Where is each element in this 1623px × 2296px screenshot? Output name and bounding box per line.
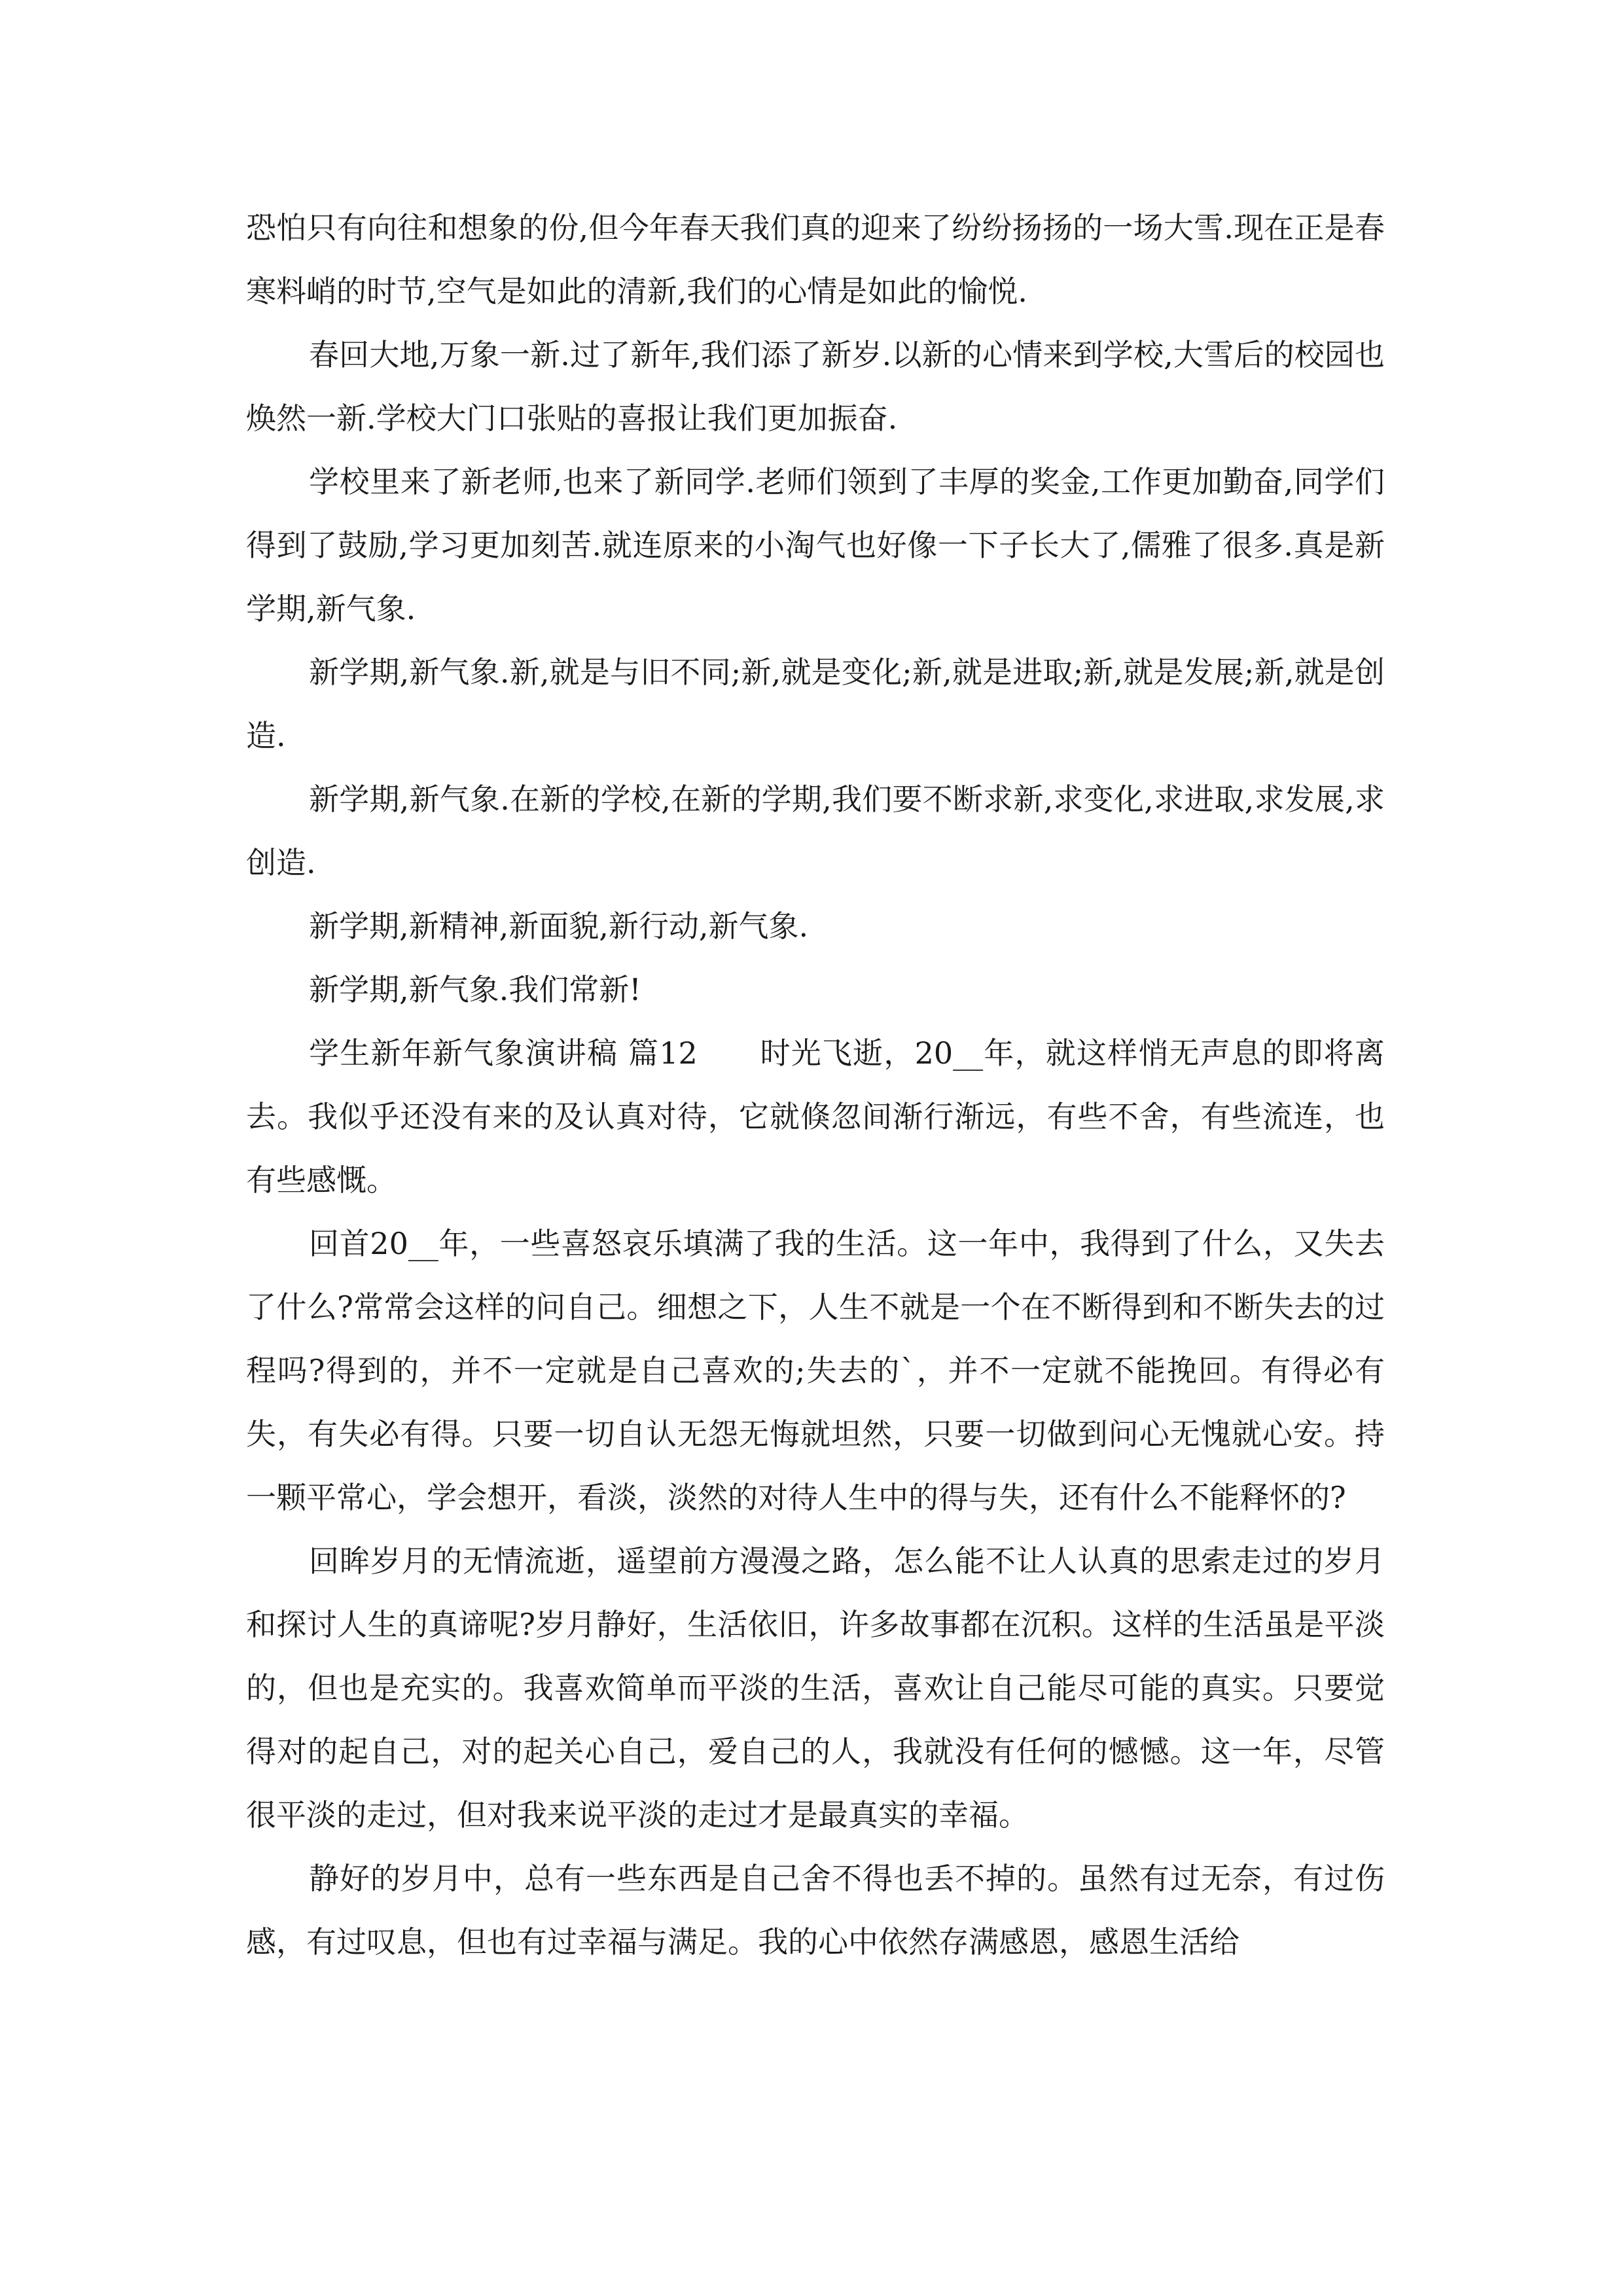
paragraph-10: 回眸岁月的无情流逝，遥望前方漫漫之路，怎么能不让人认真的思索走过的岁月和探讨人生的真谛呢?岁月静好，生活依旧，许多故事都在沉积。这样的生活虽是平淡的，但也是充实的。我喜欢简单而平淡的生活，喜欢让自己能尽可能的真实。只要觉得对的起自己，对的起关心自己，爱自己的人，我就没有任何的憾憾。这一年，尽管很平淡的走过，但对我来说平淡的走过才是最真实的幸福。 xyxy=(246,1543,1385,1833)
paragraph-11: 静好的岁月中，总有一些东西是自己舍不得也丢不掉的。虽然有过无奈，有过伤感，有过叹息，但也有过幸福与满足。我的心中依然存满感恩，感恩生活给 xyxy=(246,1861,1385,1960)
paragraph-8: 学生新年新气象演讲稿 篇12 时光飞逝，20__年，就这样悄无声息的即将离去。我似乎还没有来的及认真对待，它就倏忽间渐行渐远，有些不舍，有些流连，也有些感慨。 xyxy=(246,1035,1385,1198)
document-body xyxy=(246,196,1385,1974)
paragraph-2: 春回大地,万象一新.过了新年,我们添了新岁.以新的心情来到学校,大雪后的校园也焕然一新.学校大门口张贴的喜报让我们更加振奋. xyxy=(246,337,1385,436)
paragraph-1: 恐怕只有向往和想象的份,但今年春天我们真的迎来了纷纷扬扬的一场大雪.现在正是春寒料峭的时节,空气是如此的清新,我们的心情是如此的愉悦. xyxy=(246,210,1385,309)
paragraph-9: 回首20__年，一些喜怒哀乐填满了我的生活。这一年中，我得到了什么，又失去了什么?常常会这样的问自己。细想之下，人生不就是一个在不断得到和不断失去的过程吗?得到的，并不一定就是自己喜欢的;失去的`，并不一定就不能挽回。有得必有失，有失必有得。只要一切自认无怨无悔就坦然，只要一切做到问心无愧就心安。持一颗平常心，学会想开，看淡，淡然的对待人生中的得与失，还有什么不能释怀的? xyxy=(246,1226,1385,1515)
paragraph-7: 新学期,新气象.我们常新! xyxy=(309,972,641,1007)
paragraph-4: 新学期,新气象.新,就是与旧不同;新,就是变化;新,就是进取;新,就是发展;新,就是创造. xyxy=(246,655,1385,753)
paragraph-5: 新学期,新气象.在新的学校,在新的学期,我们要不断求新,求变化,求进取,求发展,求创造. xyxy=(246,781,1385,880)
paragraph-3: 学校里来了新老师,也来了新同学.老师们领到了丰厚的奖金,工作更加勤奋,同学们得到了鼓励,学习更加刻苦.就连原来的小淘气也好像一下子长大了,儒雅了很多.真是新学期,新气象. xyxy=(246,464,1385,626)
paragraph-6: 新学期,新精神,新面貌,新行动,新气象. xyxy=(309,908,809,944)
